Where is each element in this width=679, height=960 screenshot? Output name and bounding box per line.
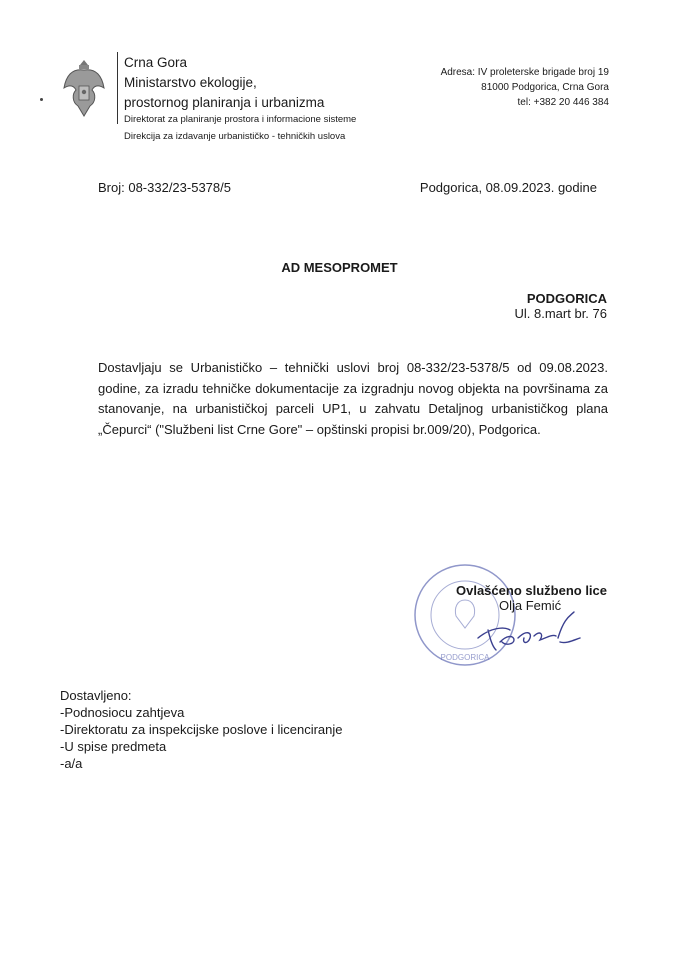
ministry-line-2: prostornog planiranja i urbanizma [124,95,325,110]
handwritten-signature [470,608,590,658]
recipient-city: PODGORICA [526,291,607,306]
body-paragraph: Dostavljaju se Urbanističko – tehnički uslovi broj 08-332/23-5378/5 od 09.08.2023. godine, za izradu tehničke dokumentacije za izgradnju novog objekta na površinama za stanovanje, na urbanističkoj parceli UP1, u zahvatu Detaljnog urbanističkog plana „Čepurci“ ("Službeni list Crne Gore" – opštinski propisi br.009/20), Podgorica. [98,360,608,437]
delivery-list [60,687,343,772]
signatory-title: Ovlašćeno službeno lice [456,583,607,598]
delivery-item: -Direktoratu za inspekcijske poslove i licenciranje [60,722,343,737]
address-line-1: Adresa: IV proleterske brigade broj 19 [440,67,609,78]
ministry-line-1: Ministarstvo ekologije, [124,75,257,90]
svg-text:PODGORICA: PODGORICA [440,653,490,662]
delivery-item: -U spise predmeta [60,739,167,754]
address-line-2: 81000 Podgorica, Crna Gora [481,82,609,93]
directorate-subdivision: Direkcija za izdavanje urbanističko - tehničkih uslova [124,131,346,142]
delivery-item: -Podnosiocu zahtjeva [60,705,185,720]
address-phone: tel: +382 20 446 384 [517,97,609,108]
delivery-heading: Dostavljeno: [60,688,132,703]
directorate-name: Direktorat za planiranje prostora i informacione sisteme [124,114,357,125]
country-name: Crna Gora [124,55,188,70]
recipient-name: AD MESOPROMET [281,260,398,275]
scan-speck [40,98,43,101]
document-number: Broj: 08-332/23-5378/5 [98,180,231,195]
signatory-name: Olja Femić [499,598,562,613]
recipient-street: Ul. 8.mart br. 76 [514,306,607,321]
document-place-date: Podgorica, 08.09.2023. godine [419,180,597,195]
delivery-item: -a/a [60,756,83,771]
header-divider [117,52,118,124]
coat-of-arms-icon [62,58,106,120]
